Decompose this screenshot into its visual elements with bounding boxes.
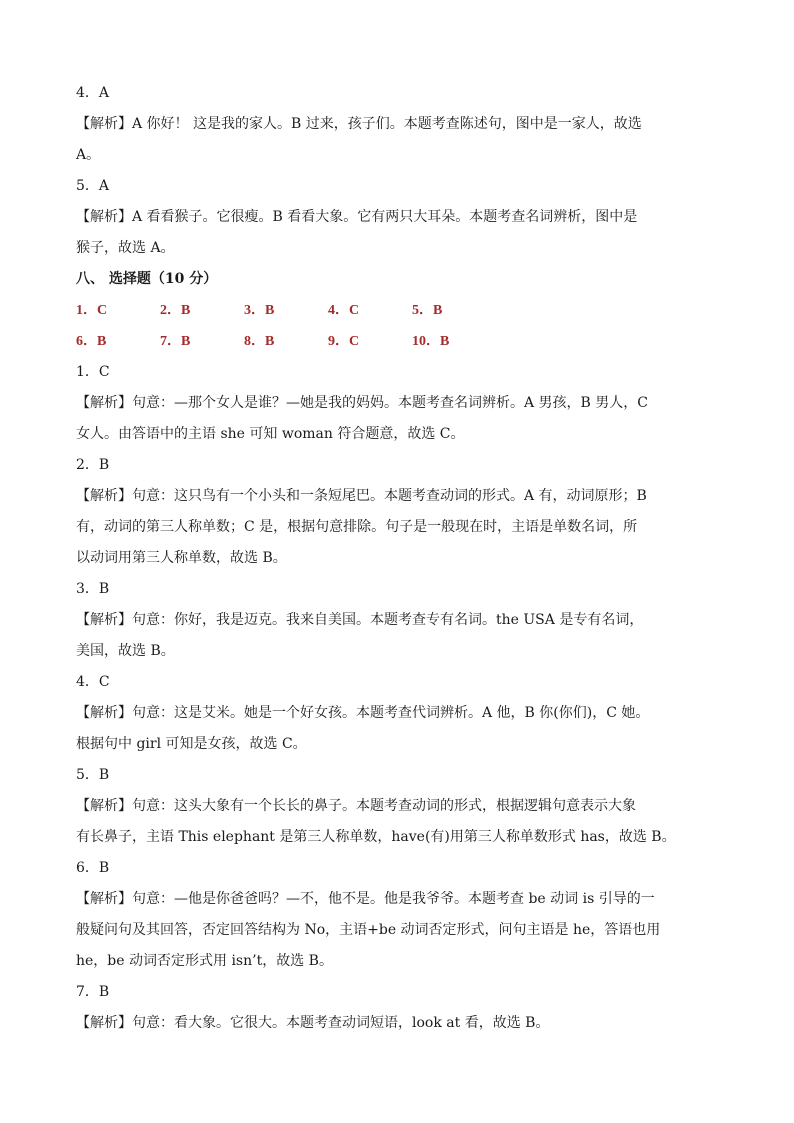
answer-key-item: 9．C: [328, 334, 360, 349]
answer-explanations-part-seven: [76, 78, 726, 264]
answer-key-item: 8．B: [244, 334, 275, 349]
explanation-line: 【解析】句意：—他是你爸爸吗？—不，他不是。他是我爷爷。本题考查 be 动词 is 引导的一: [76, 891, 655, 907]
explanation-line: 【解析】A 看看猴子。它很瘦。B 看看大象。它有两只大耳朵。本题考查名词辨析，图中是: [76, 209, 638, 225]
explanation-line: A。: [76, 147, 101, 163]
explanation-line: 美国，故选 B。: [76, 643, 175, 659]
answer-key-row-2: [76, 326, 726, 357]
explanation-line: 【解析】A 你好！ 这是我的家人。B 过来，孩子们。本题考查陈述句，图中是一家人，故选: [76, 116, 642, 132]
explanation-line: he，be 动词否定形式用 isn’t，故选 B。: [76, 953, 333, 969]
answer-line: 2．B: [76, 457, 110, 473]
explanation-line: 【解析】句意：这只鸟有一个小头和一条短尾巴。本题考查动词的形式。A 有，动词原形；B: [76, 488, 647, 504]
explanation-line: 根据句中 girl 可知是女孩，故选 C。: [76, 736, 307, 752]
explanation-line: 【解析】句意：这是艾米。她是一个好女孩。本题考查代词辨析。A 他，B 你(你们)，C 她。: [76, 705, 650, 721]
answer-line: 5．A: [76, 178, 110, 194]
explanation-line: 猴子，故选 A。: [76, 240, 175, 256]
answer-key-item: 1．C: [76, 303, 108, 318]
answer-key-item: 7．B: [160, 334, 191, 349]
document-page: [76, 78, 726, 1039]
answer-line: 4．C: [76, 674, 110, 690]
explanation-line: 【解析】句意：你好，我是迈克。我来自美国。本题考查专有名词。the USA 是专有名词，: [76, 612, 644, 628]
answer-line: 4．A: [76, 85, 110, 101]
explanation-line: 【解析】句意：—那个女人是谁？—她是我的妈妈。本题考查名词辨析。A 男孩，B 男人，C: [76, 395, 649, 411]
explanation-line: 有长鼻子，主语 This elephant 是第三人称单数，have(有)用第三人称单数形式 has，故选 B。: [76, 829, 676, 845]
explanation-line: 【解析】句意：看大象。它很大。本题考查动词短语，look at 看，故选 B。: [76, 1015, 550, 1031]
explanation-line: 有，动词的第三人称单数；C 是，根据句意排除。句子是一般现在时，主语是单数名词，所: [76, 519, 638, 535]
answer-key-item: 2．B: [160, 303, 191, 318]
answer-key-item: 5．B: [412, 303, 443, 318]
answer-key-item: 4．C: [328, 303, 360, 318]
explanation-line: 女人。由答语中的主语 she 可知 woman 符合题意，故选 C。: [76, 426, 465, 442]
explanation-line: 以动词用第三人称单数，故选 B。: [76, 550, 287, 566]
answer-key-item: 6．B: [76, 334, 107, 349]
answer-key-item: 3．B: [244, 303, 275, 318]
explanation-line: 【解析】句意：这头大象有一个长长的鼻子。本题考查动词的形式，根据逻辑句意表示大象: [76, 798, 636, 814]
answer-line: 6．B: [76, 860, 110, 876]
answer-key-item: 10．B: [412, 334, 450, 349]
answer-line: 5．B: [76, 767, 110, 783]
answer-line: 3．B: [76, 581, 110, 597]
explanation-line: 般疑问句及其回答，否定回答结构为 No，主语+be 动词否定形式，问句主语是 he，答语也用: [76, 922, 661, 938]
answer-explanations-part-eight: [76, 357, 726, 1039]
answer-line: 7．B: [76, 984, 110, 1000]
section-heading: 八、 选择题（10 分）: [76, 271, 218, 287]
answer-line: 1．C: [76, 364, 110, 380]
answer-key-row-1: [76, 295, 726, 326]
